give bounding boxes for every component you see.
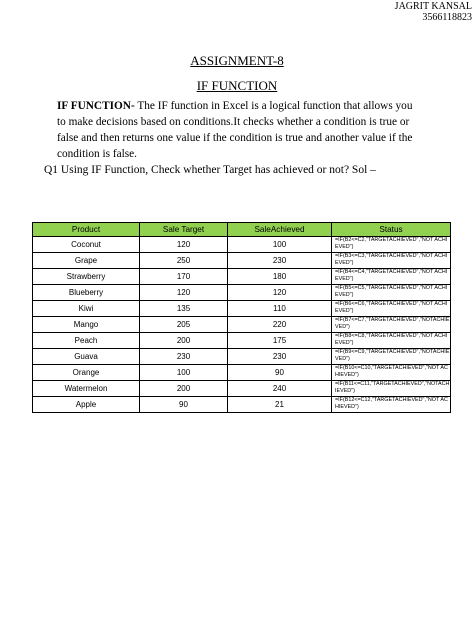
cell-status: =IF(B9<=C9,"TARGETACHIEVED","NOTACHIEVED") — [332, 349, 451, 365]
cell-product: Watermelon — [33, 381, 140, 397]
cell-sale-achieved: 175 — [228, 333, 332, 349]
cell-status: =IF(B12<=C12,"TARGETACHIEVED","NOT ACHIEVED") — [332, 397, 451, 413]
cell-sale-target: 200 — [140, 333, 228, 349]
cell-status: =IF(B7<=C7,"TARGETACHIEVED","NOTACHIEVED") — [332, 317, 451, 333]
question-text: Q1 Using IF Function, Check whether Target has achieved or not? Sol – — [44, 164, 376, 176]
topic-title: IF FUNCTION — [196, 78, 278, 93]
cell-product: Apple — [33, 397, 140, 413]
cell-sale-achieved: 180 — [228, 269, 332, 285]
cell-product: Mango — [33, 317, 140, 333]
cell-product: Grape — [33, 253, 140, 269]
intro-text: The IF function in Excel is a logical function that allows you to make decisions based on conditions.It checks whether a condition is true or false and then returns one value if the condition is true and another value if the condition is false. — [57, 100, 413, 160]
cell-product: Coconut — [33, 237, 140, 253]
header-sale-achieved: SaleAchieved — [228, 223, 332, 237]
table-row — [33, 253, 451, 269]
intro-paragraph — [57, 98, 417, 162]
cell-sale-target: 205 — [140, 317, 228, 333]
table-row — [33, 237, 451, 253]
table-row — [33, 333, 451, 349]
header-sale-target: Sale Target — [140, 223, 228, 237]
cell-status: =IF(B3<=C3,"TARGETACHIEVED","NOT ACHIEVED") — [332, 253, 451, 269]
cell-sale-achieved: 240 — [228, 381, 332, 397]
sales-table — [32, 222, 451, 413]
cell-status: =IF(B4<=C4,"TARGETACHIEVED","NOT ACHIEVED") — [332, 269, 451, 285]
cell-sale-target: 230 — [140, 349, 228, 365]
cell-sale-achieved: 110 — [228, 301, 332, 317]
cell-sale-target: 120 — [140, 237, 228, 253]
cell-sale-target: 90 — [140, 397, 228, 413]
author-header — [395, 1, 472, 23]
table-row — [33, 349, 451, 365]
table-row — [33, 317, 451, 333]
cell-product: Orange — [33, 365, 140, 381]
cell-sale-achieved: 220 — [228, 317, 332, 333]
cell-sale-achieved: 120 — [228, 285, 332, 301]
table-row — [33, 269, 451, 285]
author-id: 3566118823 — [422, 12, 472, 23]
header-product: Product — [33, 223, 140, 237]
cell-sale-target: 200 — [140, 381, 228, 397]
table-row — [33, 285, 451, 301]
intro-term: IF FUNCTION- — [57, 100, 135, 112]
table-row — [33, 365, 451, 381]
cell-status: =IF(B10<=C10,"TARGETACHIEVED","NOT ACHIEVED") — [332, 365, 451, 381]
cell-sale-achieved: 90 — [228, 365, 332, 381]
cell-product: Peach — [33, 333, 140, 349]
cell-status: =IF(B6<=C6,"TARGETACHIEVED","NOT ACHIEVED") — [332, 301, 451, 317]
cell-sale-target: 100 — [140, 365, 228, 381]
cell-status: =IF(B11<=C11,"TARGETACHIEVED","NOTACHIEVED") — [332, 381, 451, 397]
header-status: Status — [332, 223, 451, 237]
cell-status: =IF(B8<=C8,"TARGETACHIEVED","NOT ACHIEVED") — [332, 333, 451, 349]
cell-sale-target: 170 — [140, 269, 228, 285]
table-row — [33, 301, 451, 317]
table-header-row — [33, 223, 451, 237]
cell-sale-target: 250 — [140, 253, 228, 269]
cell-status: =IF(B2<=C2,"TARGETACHIEVED","NOT ACHIEVED") — [332, 237, 451, 253]
cell-sale-achieved: 100 — [228, 237, 332, 253]
cell-product: Kiwi — [33, 301, 140, 317]
cell-sale-achieved: 230 — [228, 349, 332, 365]
cell-product: Guava — [33, 349, 140, 365]
author-name: JAGRIT KANSAL — [394, 1, 472, 12]
table-body — [33, 237, 451, 413]
cell-sale-target: 135 — [140, 301, 228, 317]
cell-product: Strawberry — [33, 269, 140, 285]
cell-product: Blueberry — [33, 285, 140, 301]
cell-sale-target: 120 — [140, 285, 228, 301]
table-row — [33, 381, 451, 397]
assignment-title: ASSIGNMENT-8 — [190, 53, 284, 68]
cell-sale-achieved: 21 — [228, 397, 332, 413]
cell-sale-achieved: 230 — [228, 253, 332, 269]
cell-status: =IF(B5<=C5,"TARGETACHIEVED","NOT ACHIEVED") — [332, 285, 451, 301]
table-row — [33, 397, 451, 413]
